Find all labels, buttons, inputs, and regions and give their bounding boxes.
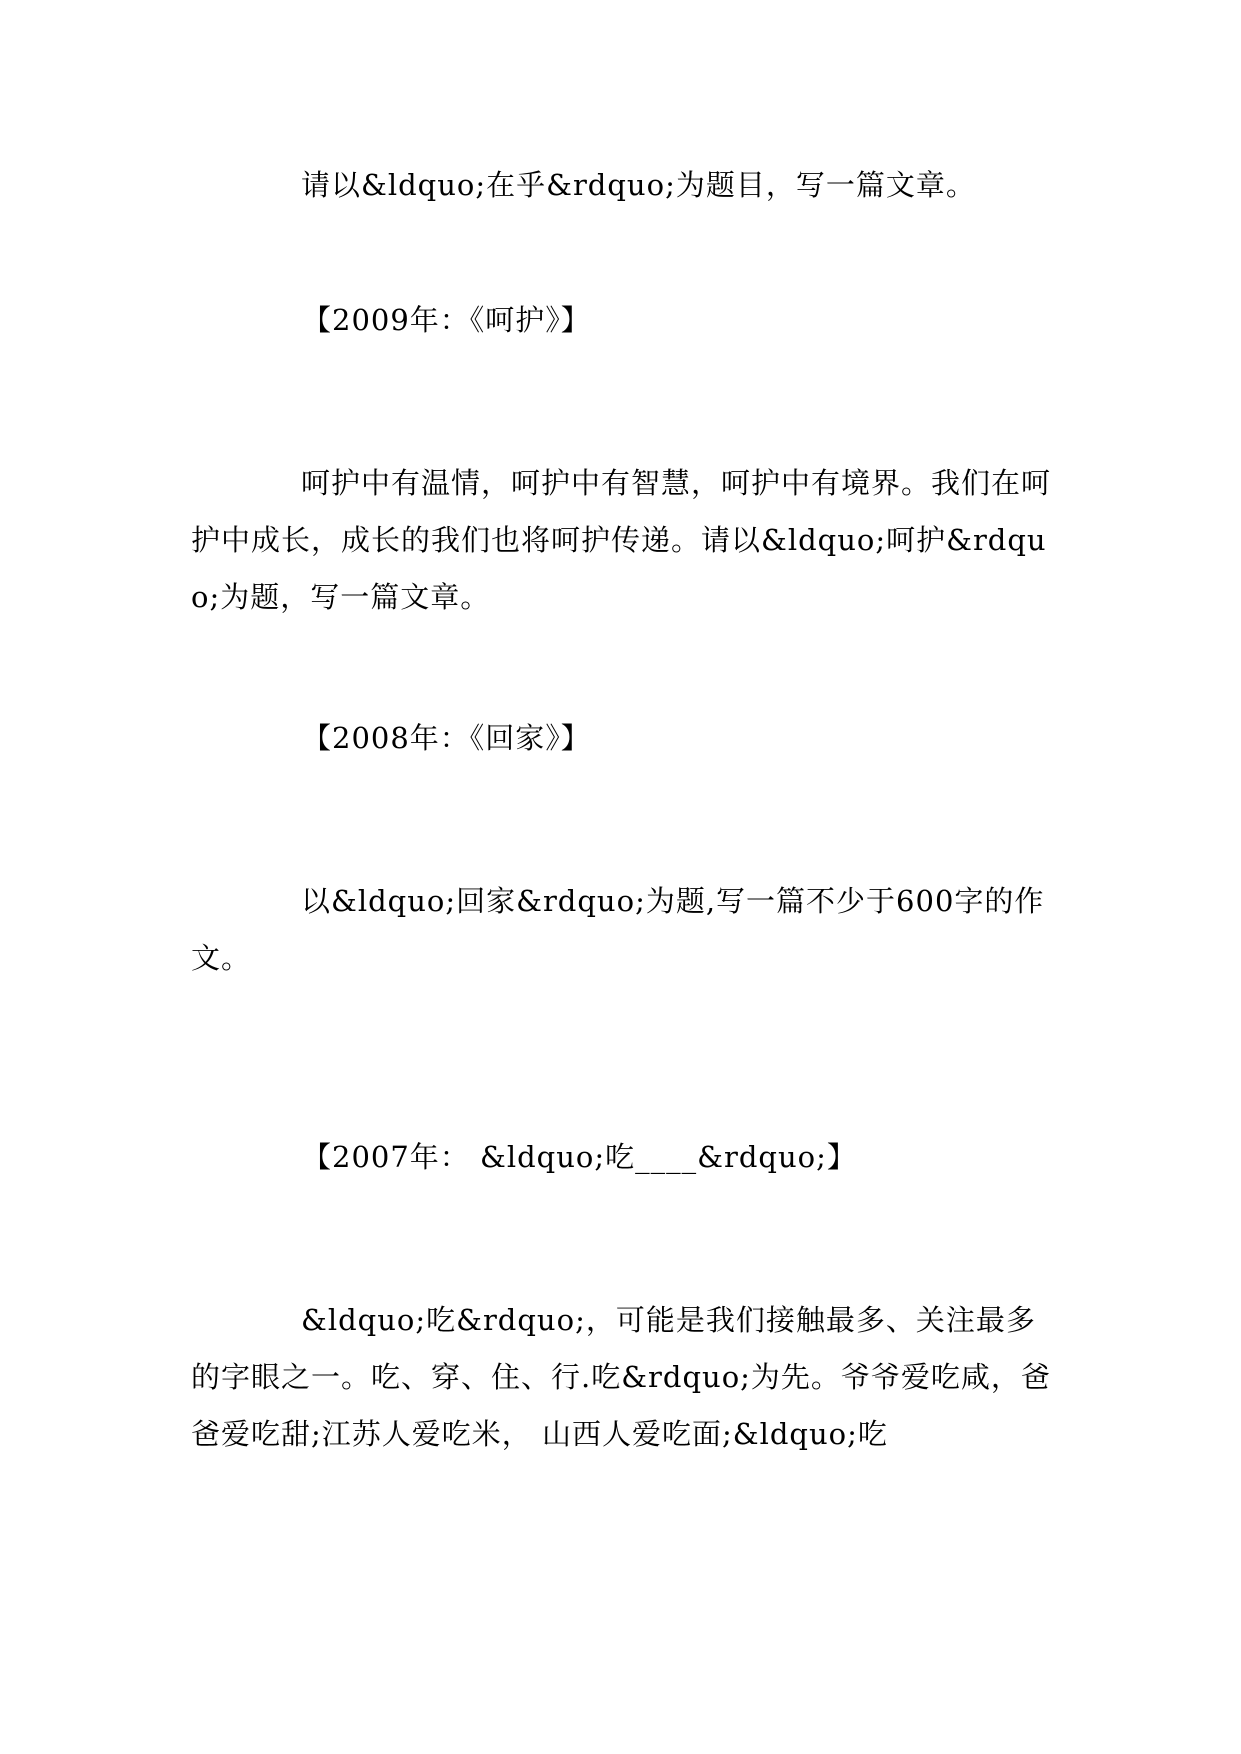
prompt-paragraph-2009: 呵护中有温情，呵护中有智慧，呵护中有境界。我们在呵护中成长，成长的我们也将呵护传递。请以&ldquo;呵护&rdquo;为题，写一篇文章。 [191, 466, 1052, 614]
prompt-paragraph-2008: 以&ldquo;回家&rdquo;为题,写一篇不少于600字的作文。 [191, 884, 1045, 975]
prompt-paragraph-zaihu: 请以&ldquo;在乎&rdquo;为题目，写一篇文章。 [301, 168, 976, 202]
heading-2007: 【2007年： &ldquo;吃____&rdquo;】 [302, 1140, 857, 1174]
prompt-paragraph-2007: &ldquo;吃&rdquo;，可能是我们接触最多、关注最多的字眼之一。吃、穿、住、行.吃&rdquo;为先。爷爷爱吃咸，爸爸爱吃甜;江苏人爱吃米， 山西人爱吃面;&ldquo;吃 [191, 1303, 1051, 1451]
heading-2008: 【2008年：《回家》】 [302, 721, 591, 755]
heading-2009: 【2009年：《呵护》】 [302, 303, 591, 337]
